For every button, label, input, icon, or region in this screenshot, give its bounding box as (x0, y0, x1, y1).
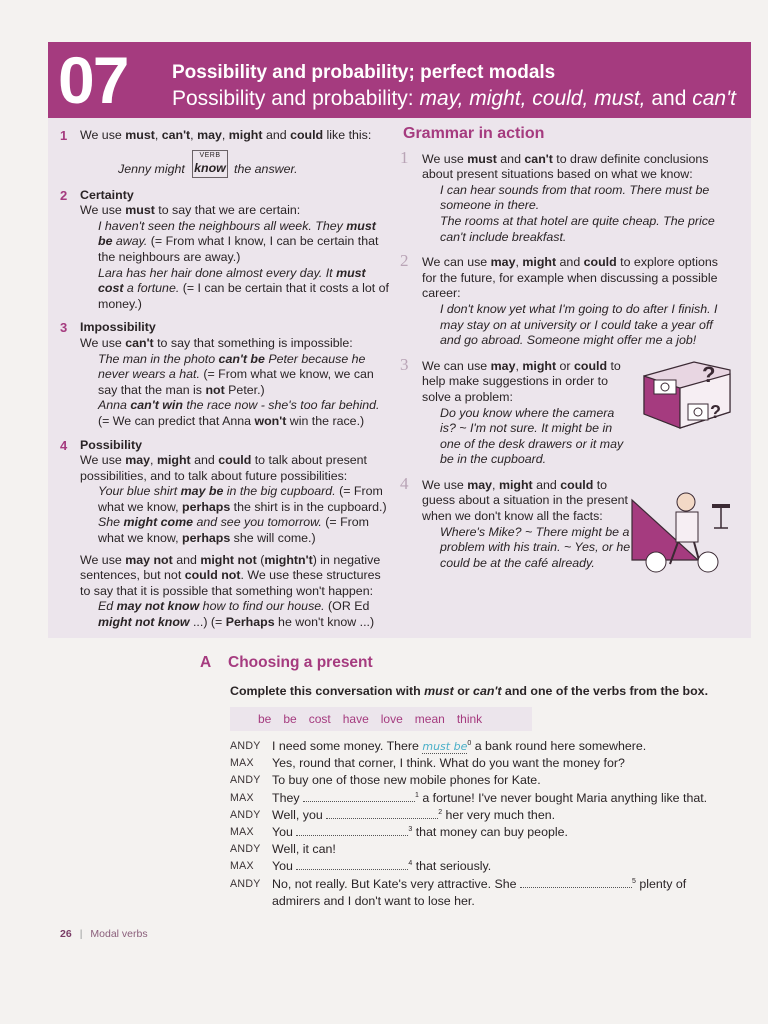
rule-heading: Possibility (80, 437, 142, 452)
svg-text:?: ? (702, 362, 716, 387)
gia-number: 4 (400, 473, 409, 493)
gia-number: 2 (400, 251, 409, 271)
verb-box (192, 150, 228, 178)
example-gloss: (= We can predict that Anna won't win the race.) (98, 413, 365, 428)
dialogue-line: MAX They $^1$ a fortune! I've never bought Maria anything like that. (230, 790, 730, 807)
rule-number: 1 (60, 128, 68, 143)
answer-blank-5[interactable] (520, 877, 632, 888)
gia-number: 3 (400, 354, 409, 374)
dialogue-line: ANDY Well, it can! (230, 841, 730, 858)
rule-heading: Certainty (80, 187, 134, 202)
rule-1 (60, 128, 390, 180)
page-footer (60, 928, 148, 940)
gia-example: Do you know where the camera is? ~ I'm not sure. It might be in one of the desk drawers or it may be in the cupboard. (440, 405, 624, 467)
conversation (230, 738, 730, 910)
gia-example: I can hear sounds from that room. There must be someone in there. (440, 182, 710, 213)
dialogue-line: ANDY To buy one of those new mobile phones for Kate. (230, 772, 730, 789)
rule-text: We use can't to say that something is impossible: (80, 335, 353, 350)
example-text-end: the answer. (234, 161, 298, 176)
subtitle-prefix: Possibility and probability: (172, 87, 420, 110)
rule-3 (60, 320, 390, 429)
rule-number: 3 (60, 320, 68, 336)
verb-tag: VERB (199, 151, 221, 159)
exercise-heading (200, 654, 373, 672)
rule-text: We use may, might and could to talk about present possibilities, and to talk about future possibilities: (80, 453, 368, 483)
dialogue-line: MAX Yes, round that corner, I think. What do you want the money for? (230, 755, 730, 772)
section-name: Modal verbs (90, 928, 148, 940)
speaker: MAX (230, 791, 254, 804)
example: She might come and see you tomorrow. (= From what we know, perhaps she will come.) (98, 515, 369, 546)
speaker: ANDY (230, 877, 261, 890)
example: Your blue shirt may be in the big cupboard. (= From what we know, perhaps the shirt is in the cupboard.) (98, 484, 387, 514)
word-option: be (283, 712, 297, 726)
footer-separator: | (79, 928, 83, 940)
example: Anna can't win the race now - she's too far behind. (98, 398, 380, 413)
gia-item-2 (400, 251, 735, 349)
exercise-letter: A (200, 654, 212, 671)
subtitle-modals: may, might, could, must, (419, 87, 646, 110)
word-option: have (342, 712, 369, 726)
dialogue-line: MAX You $^4$ that seriously. (230, 858, 730, 875)
gia-text: We use may, might and could to guess about a situation in the present when we don't know all the facts: (422, 477, 628, 524)
rule-text: We use may not and might not (mightn't) in negative sentences, but not could not. We use these structures to say that it is possible that something won't happen: (80, 552, 381, 598)
unit-title: Possibility and probability; perfect modals (172, 62, 556, 83)
speaker: MAX (230, 826, 254, 839)
word-option: think (456, 712, 483, 726)
gia-example: Where's Mike? ~ There might be a problem with his train. ~ Yes, or he could be at the café already. (440, 524, 631, 570)
speaker: ANDY (230, 843, 261, 856)
exercise-instructions: Complete this conversation with must or can't and one of the verbs from the box. (230, 684, 709, 698)
verb-word-box (230, 707, 532, 731)
drawers-camera-illustration (634, 352, 732, 436)
speaker: MAX (230, 860, 254, 873)
speaker: ANDY (230, 774, 261, 787)
rule-number: 2 (60, 187, 68, 203)
grammar-in-action-title: Grammar in action (403, 125, 545, 142)
rule-2 (60, 188, 390, 313)
answer-blank-2[interactable] (326, 808, 438, 819)
word-option: cost (308, 712, 331, 726)
gia-text: We use must and can't to draw definite conclusions about present situations based on what we know: (422, 151, 709, 182)
subtitle-and: and (645, 87, 693, 110)
grammar-rules-column (60, 128, 390, 639)
page-number: 26 (60, 928, 72, 940)
answer-blank-4[interactable] (296, 859, 408, 870)
gia-item-1 (400, 147, 735, 246)
unit-subtitle (172, 87, 736, 111)
example: Ed may not know how to find our house. (OR Ed might not know ...) (= Perhaps he won't know ...) (98, 599, 375, 630)
dialogue-line: ANDY No, not really. But Kate's very attractive. She $^5$ plenty of admirers and I don't want to lose her. (230, 876, 730, 910)
word-option: mean (414, 712, 445, 726)
dialogue-line: ANDY I need some money. There must $be^0$ a bank round here somewhere. (230, 738, 730, 755)
cafe-man-illustration (626, 482, 738, 576)
verb-word: know (194, 160, 226, 175)
gia-example: The rooms at that hotel are quite cheap. The price can't include breakfast. (440, 213, 715, 244)
rule-4 (60, 438, 390, 631)
gia-text: We can use may, might and could to explore options for the future, for example when discussing a possible career: (422, 255, 718, 301)
rule-1-text: We use must, can't, may, might and could like this: (80, 128, 372, 142)
example: The man in the photo can't be Peter because he never wears a hat. (= From what we know, we can say that the man is not Peter.) (98, 351, 374, 397)
rule-heading: Impossibility (80, 320, 156, 335)
answer-0: must be (422, 740, 468, 753)
rule-number: 4 (60, 437, 68, 453)
word-option: be (258, 712, 272, 726)
answer-blank-3[interactable] (296, 825, 408, 836)
answer-blank-1[interactable] (303, 791, 415, 802)
example: Lara has her hair done almost every day. It must cost a fortune. (= I can be certain that it costs a lot of money.) (98, 265, 389, 311)
gia-number: 1 (400, 147, 409, 167)
speaker: ANDY (230, 808, 261, 821)
example: I haven't seen the neighbours all week. They must be away. (= From what I know, I can be certain that the neighbours are away.) (98, 218, 379, 264)
unit-header-banner (48, 42, 751, 118)
word-option: love (380, 712, 403, 726)
subtitle-cant: can't (692, 87, 736, 110)
dialogue-line: ANDY Well, you $^2$ her very much then. (230, 807, 730, 824)
example-text: Jenny might (118, 161, 185, 176)
exercise-title: Choosing a present (228, 654, 373, 671)
rule-text: We use must to say that we are certain: (80, 203, 301, 218)
unit-number: 07 (58, 43, 128, 117)
speaker: ANDY (230, 740, 261, 752)
gia-text: We can use may, might or could to help make suggestions in order to solve a problem: (422, 358, 621, 404)
gia-example: I don't know yet what I'm going to do after I finish. I may stay on at university or I could take a year off and go abroad. Someone might offer me a job! (440, 301, 718, 348)
verb-example (118, 150, 390, 180)
svg-text:?: ? (710, 402, 721, 422)
dialogue-line: MAX You $^3$ that money can buy people. (230, 824, 730, 841)
speaker: MAX (230, 757, 254, 770)
